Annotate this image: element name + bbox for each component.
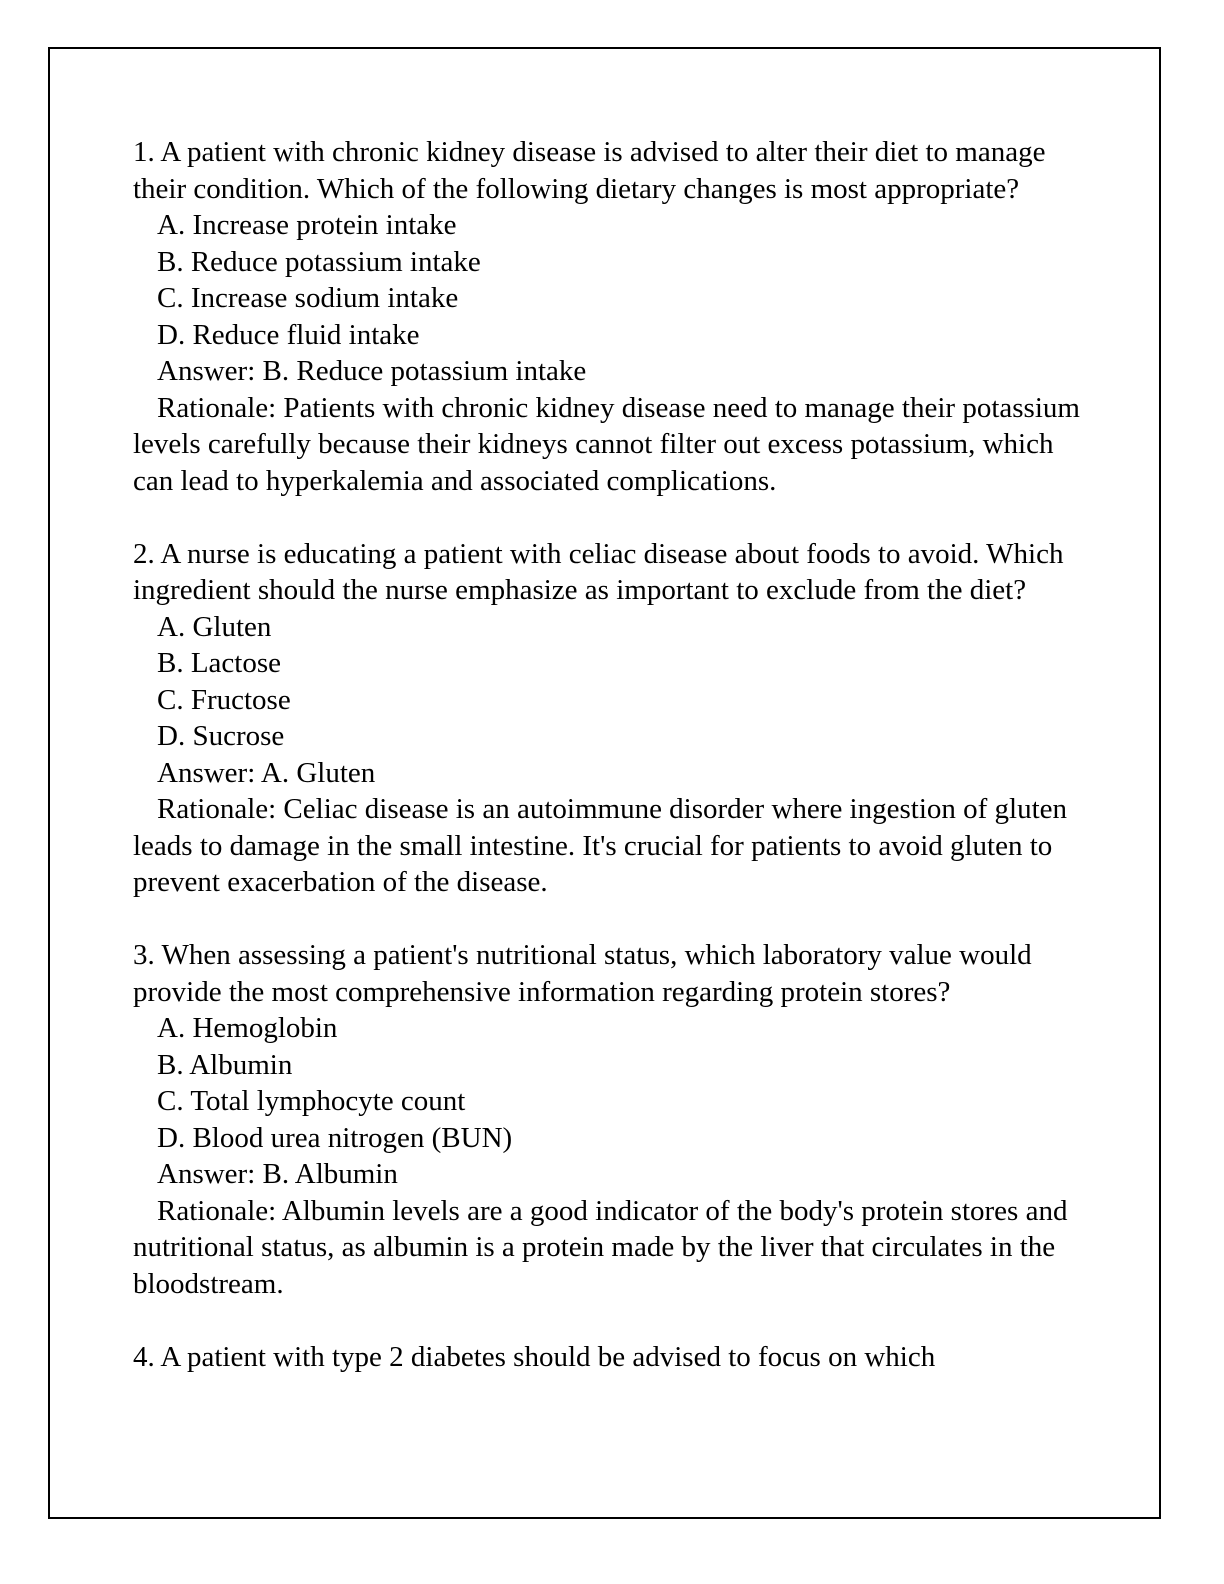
option-d: D. Blood urea nitrogen (BUN) <box>157 1121 513 1154</box>
option-c: C. Total lymphocyte count <box>157 1085 466 1117</box>
question-4 <box>133 1339 1083 1376</box>
rationale: Rationale: Albumin levels are a good indicator of the body's protein stores and nutritional status, as albumin is a protein made by the liver that circulates in the bloodstream. <box>133 1194 1068 1300</box>
question-2 <box>133 536 1083 901</box>
question-3 <box>133 937 1083 1302</box>
option-b: B. Reduce potassium intake <box>157 245 481 278</box>
answer: Answer: B. Reduce potassium intake <box>157 355 587 387</box>
option-b: B. Albumin <box>157 1048 293 1081</box>
document-body <box>133 134 1083 1412</box>
option-d: D. Sucrose <box>157 720 285 752</box>
question-text: 4. A patient with type 2 diabetes should be advised to focus on which <box>133 1340 936 1373</box>
rationale: Rationale: Patients with chronic kidney disease need to manage their potassium levels carefully because their kidneys cannot filter out excess potassium, which can lead to hyperkalemia and associated complications. <box>133 391 1080 497</box>
answer: Answer: A. Gluten <box>157 756 376 789</box>
answer: Answer: B. Albumin <box>157 1158 398 1190</box>
option-c: C. Increase sodium intake <box>157 282 459 314</box>
option-c: C. Fructose <box>157 683 291 716</box>
option-a: A. Hemoglobin <box>157 1012 338 1044</box>
rationale: Rationale: Celiac disease is an autoimmune disorder where ingestion of gluten leads to damage in the small intestine. It's crucial for patients to avoid gluten to prevent exacerbation of the disease. <box>133 793 1068 898</box>
question-text: 2. A nurse is educating a patient with celiac disease about foods to avoid. Which ingredient should the nurse emphasize as important to exclude from the diet? <box>133 537 1064 606</box>
option-a: A. Increase protein intake <box>157 209 457 241</box>
option-a: A. Gluten <box>157 610 272 643</box>
question-text: 1. A patient with chronic kidney disease is advised to alter their diet to manage their condition. Which of the following dietary changes is most appropriate? <box>133 136 1046 205</box>
option-b: B. Lactose <box>157 647 282 679</box>
option-d: D. Reduce fluid intake <box>157 318 420 351</box>
question-text: 3. When assessing a patient's nutritional status, which laboratory value would provide the most comprehensive information regarding protein stores? <box>133 939 1032 1008</box>
question-1 <box>133 134 1083 499</box>
